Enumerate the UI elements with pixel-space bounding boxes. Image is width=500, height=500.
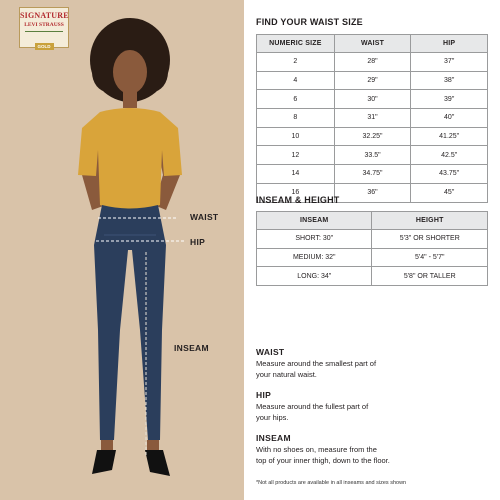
table-row [257, 90, 488, 109]
waist-cell: 29" [334, 71, 411, 90]
logo-brand-text: LEVI STRAUSS [24, 22, 64, 28]
inseam-cell: SHORT: 30" [257, 230, 372, 249]
hip-cell: 39" [411, 90, 488, 109]
hip-cell: 41.25" [411, 127, 488, 146]
table-row [257, 230, 488, 249]
waist-description [256, 347, 486, 380]
inseam-label: INSEAM [174, 343, 209, 353]
model-illustration [0, 0, 244, 500]
hip-description-line: Measure around the fullest part of [256, 402, 369, 411]
height-cell: 5'3" OR SHORTER [372, 230, 488, 249]
size-cell: 4 [257, 71, 335, 90]
model-photo-panel [0, 0, 244, 500]
size-cell: 10 [257, 127, 335, 146]
table-row [257, 127, 488, 146]
table-row [257, 71, 488, 90]
hip-cell: 40" [411, 109, 488, 128]
table-row [257, 267, 488, 286]
inseam-cell: MEDIUM: 32" [257, 248, 372, 267]
logo-text: SIGNATURE [20, 11, 69, 20]
waist-cell: 32.25" [334, 127, 411, 146]
hip-cell: 43.75" [411, 165, 488, 184]
column-header-waist: WAIST [334, 35, 411, 53]
height-cell: 5'4" - 5'7" [372, 248, 488, 267]
waist-cell: 34.75" [334, 165, 411, 184]
hip-label: HIP [190, 237, 206, 247]
inseam-description-line: top of your inner thigh, down to the floor. [256, 456, 390, 465]
size-cell: 8 [257, 109, 335, 128]
waist-cell: 33.5" [334, 146, 411, 165]
waist-description-line: your natural waist. [256, 370, 317, 379]
waist-cell: 31" [334, 109, 411, 128]
table-row [257, 109, 488, 128]
inseam-cell: LONG: 34" [257, 267, 372, 286]
column-header-inseam: INSEAM [257, 212, 372, 230]
table-row [257, 165, 488, 184]
hip-cell: 45" [411, 183, 488, 202]
waist-cell: 30" [334, 90, 411, 109]
waist-cell: 28" [334, 53, 411, 72]
signature-levi-strauss-logo [19, 7, 69, 48]
waist-description-line: Measure around the smallest part of [256, 359, 377, 368]
hip-cell: 38" [411, 71, 488, 90]
inseam-table-title: INSEAM & HEIGHT [256, 195, 340, 205]
hip-description [256, 390, 486, 423]
hip-description-heading: HIP [256, 390, 272, 400]
availability-footnote: *Not all products are available in all inseams and sizes shown [256, 480, 407, 486]
waist-size-table [256, 34, 488, 203]
inseam-description-line: With no shoes on, measure from the [256, 445, 377, 454]
table-row [257, 146, 488, 165]
size-cell: 14 [257, 165, 335, 184]
table-row [257, 248, 488, 267]
size-cell: 16 [257, 183, 335, 202]
column-header-numeric-size: NUMERIC SIZE [257, 35, 335, 53]
logo-vine-icon [25, 31, 63, 35]
hip-cell: 37" [411, 53, 488, 72]
waist-table-title: FIND YOUR WAIST SIZE [256, 17, 363, 27]
hip-description-line: your hips. [256, 413, 289, 422]
size-cell: 12 [257, 146, 335, 165]
waist-label: WAIST [190, 212, 219, 222]
inseam-height-table [256, 211, 488, 286]
inseam-description-heading: INSEAM [256, 433, 291, 443]
size-cell: 2 [257, 53, 335, 72]
waist-cell: 36" [334, 183, 411, 202]
waist-description-heading: WAIST [256, 347, 285, 357]
height-cell: 5'8" OR TALLER [372, 267, 488, 286]
inseam-description [256, 433, 486, 466]
table-header-row [257, 35, 488, 53]
column-header-hip: HIP [411, 35, 488, 53]
table-row [257, 53, 488, 72]
column-header-height: HEIGHT [372, 212, 488, 230]
size-cell: 6 [257, 90, 335, 109]
table-header-row [257, 212, 488, 230]
logo-gold-badge: GOLD [35, 43, 54, 50]
hip-cell: 42.5" [411, 146, 488, 165]
